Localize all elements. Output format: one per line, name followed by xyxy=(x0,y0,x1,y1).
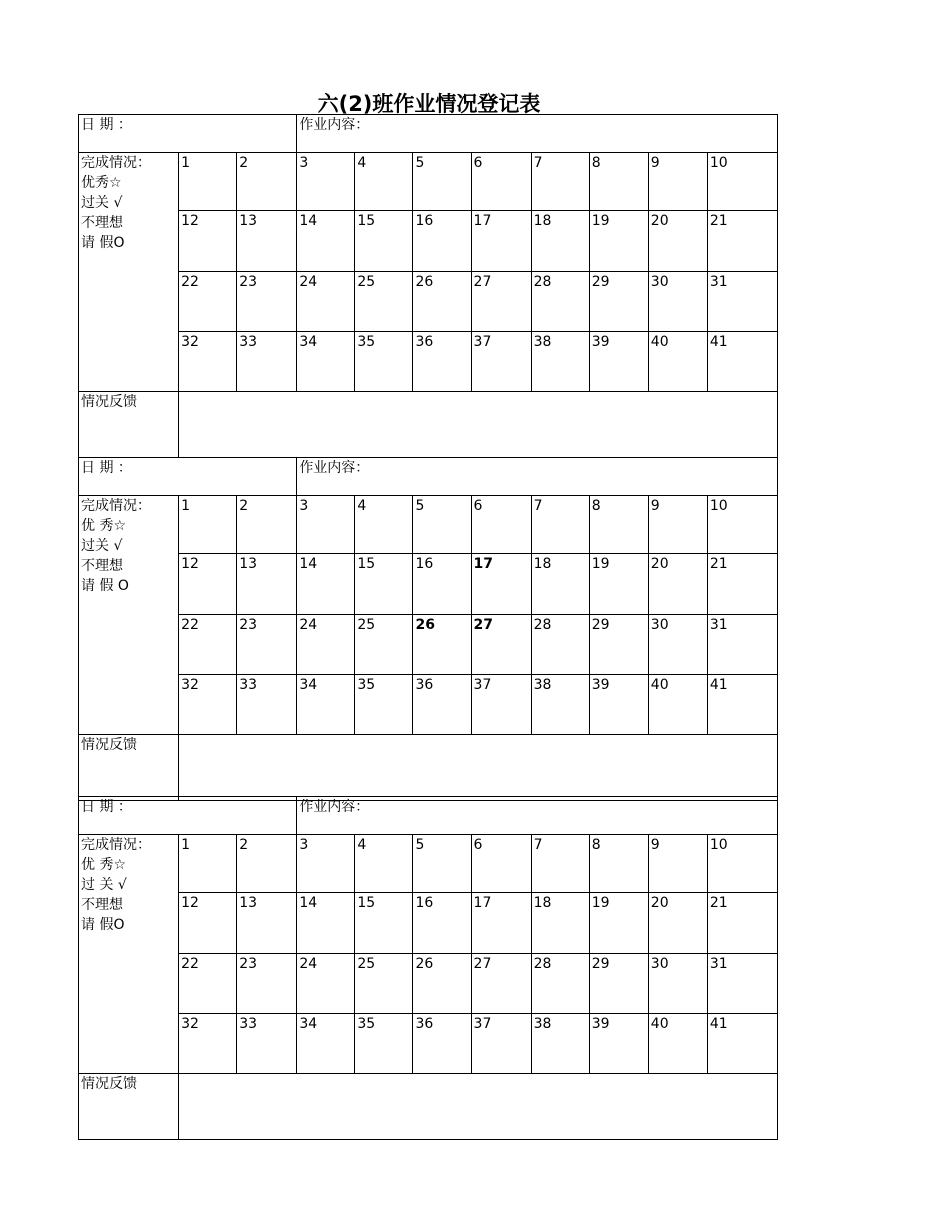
student-cell[interactable]: 13 xyxy=(237,554,297,615)
student-cell[interactable]: 33 xyxy=(237,675,297,735)
student-cell[interactable]: 4 xyxy=(355,153,413,211)
student-cell[interactable]: 17 xyxy=(471,211,531,272)
date-field[interactable]: 日 期 ： xyxy=(79,458,297,496)
student-cell[interactable]: 30 xyxy=(648,954,707,1014)
student-cell[interactable]: 20 xyxy=(648,893,707,954)
student-cell[interactable]: 26 xyxy=(413,272,471,332)
student-cell[interactable]: 10 xyxy=(707,153,777,211)
student-cell[interactable]: 24 xyxy=(297,272,355,332)
student-cell[interactable]: 4 xyxy=(355,496,413,554)
student-cell[interactable]: 40 xyxy=(648,675,707,735)
record-block-2 xyxy=(78,457,778,801)
feedback-field[interactable] xyxy=(179,735,778,801)
student-cell[interactable]: 25 xyxy=(355,272,413,332)
feedback-label: 情况反馈 xyxy=(79,735,179,801)
student-cell[interactable]: 17 xyxy=(471,554,531,615)
student-cell[interactable]: 39 xyxy=(589,1014,648,1074)
student-cell[interactable]: 1 xyxy=(179,496,237,554)
student-cell[interactable]: 18 xyxy=(531,554,589,615)
student-cell[interactable]: 9 xyxy=(648,835,707,893)
student-cell[interactable]: 15 xyxy=(355,211,413,272)
student-cell[interactable]: 36 xyxy=(413,1014,471,1074)
page-title: 六(2)班作业情况登记表 xyxy=(317,92,541,116)
student-cell[interactable]: 2 xyxy=(237,153,297,211)
legend-line: 请 假O xyxy=(81,917,125,933)
student-cell[interactable]: 34 xyxy=(297,1014,355,1074)
student-cell[interactable]: 21 xyxy=(707,554,777,615)
legend-line: 请 假O xyxy=(81,235,125,251)
student-cell[interactable]: 37 xyxy=(471,332,531,392)
student-cell[interactable]: 8 xyxy=(589,153,648,211)
student-cell[interactable]: 28 xyxy=(531,954,589,1014)
student-cell[interactable]: 38 xyxy=(531,332,589,392)
student-cell[interactable]: 34 xyxy=(297,675,355,735)
student-cell[interactable]: 7 xyxy=(531,496,589,554)
student-cell[interactable]: 39 xyxy=(589,332,648,392)
student-cell[interactable]: 7 xyxy=(531,835,589,893)
record-block-3 xyxy=(78,796,778,1140)
student-cell[interactable]: 15 xyxy=(355,893,413,954)
student-cell[interactable]: 29 xyxy=(589,615,648,675)
homework-content-field[interactable]: 作业内容： xyxy=(297,797,778,835)
student-cell[interactable]: 14 xyxy=(297,893,355,954)
student-cell[interactable]: 32 xyxy=(179,675,237,735)
student-cell[interactable]: 27 xyxy=(471,272,531,332)
student-cell[interactable]: 13 xyxy=(237,893,297,954)
student-cell[interactable]: 29 xyxy=(589,954,648,1014)
student-cell[interactable]: 18 xyxy=(531,893,589,954)
record-block-1 xyxy=(78,114,778,458)
student-cell[interactable]: 22 xyxy=(179,272,237,332)
student-cell[interactable]: 3 xyxy=(297,835,355,893)
student-cell[interactable]: 34 xyxy=(297,332,355,392)
student-cell[interactable]: 38 xyxy=(531,675,589,735)
student-cell[interactable]: 16 xyxy=(413,893,471,954)
homework-content-field[interactable]: 作业内容： xyxy=(297,115,778,153)
student-cell[interactable]: 36 xyxy=(413,332,471,392)
student-cell[interactable]: 28 xyxy=(531,272,589,332)
legend-line: 过关 √ xyxy=(81,195,123,211)
student-cell[interactable]: 22 xyxy=(179,615,237,675)
student-cell[interactable]: 24 xyxy=(297,954,355,1014)
student-cell[interactable]: 41 xyxy=(707,675,777,735)
student-cell[interactable]: 3 xyxy=(297,153,355,211)
student-cell[interactable]: 12 xyxy=(179,893,237,954)
student-cell[interactable]: 38 xyxy=(531,1014,589,1074)
legend-line: 完成情况： xyxy=(81,498,151,514)
feedback-field[interactable] xyxy=(179,392,778,458)
student-cell[interactable]: 31 xyxy=(707,615,777,675)
homework-content-field[interactable]: 作业内容： xyxy=(297,458,778,496)
student-cell[interactable]: 8 xyxy=(589,835,648,893)
student-cell[interactable]: 21 xyxy=(707,893,777,954)
student-cell[interactable]: 16 xyxy=(413,554,471,615)
student-cell[interactable]: 35 xyxy=(355,1014,413,1074)
student-cell[interactable]: 21 xyxy=(707,211,777,272)
student-cell[interactable]: 23 xyxy=(237,615,297,675)
student-cell[interactable]: 37 xyxy=(471,1014,531,1074)
student-cell[interactable]: 6 xyxy=(471,153,531,211)
student-cell[interactable]: 28 xyxy=(531,615,589,675)
student-cell[interactable]: 37 xyxy=(471,675,531,735)
student-cell[interactable]: 36 xyxy=(413,675,471,735)
date-field[interactable]: 日 期 ： xyxy=(79,115,297,153)
student-cell[interactable]: 5 xyxy=(413,835,471,893)
student-cell[interactable]: 19 xyxy=(589,554,648,615)
student-cell[interactable]: 17 xyxy=(471,893,531,954)
legend-line: 不理想 xyxy=(81,897,123,913)
student-cell[interactable]: 23 xyxy=(237,954,297,1014)
student-cell[interactable]: 35 xyxy=(355,675,413,735)
legend-line: 请 假 O xyxy=(81,578,129,594)
completion-legend xyxy=(79,835,179,1074)
student-cell[interactable]: 1 xyxy=(179,835,237,893)
student-cell[interactable]: 12 xyxy=(179,554,237,615)
student-cell[interactable]: 22 xyxy=(179,954,237,1014)
student-cell[interactable]: 15 xyxy=(355,554,413,615)
feedback-label: 情况反馈 xyxy=(79,392,179,458)
student-cell[interactable]: 1 xyxy=(179,153,237,211)
student-cell[interactable]: 4 xyxy=(355,835,413,893)
student-cell[interactable]: 39 xyxy=(589,675,648,735)
student-cell[interactable]: 2 xyxy=(237,835,297,893)
student-cell[interactable]: 26 xyxy=(413,615,471,675)
student-cell[interactable]: 23 xyxy=(237,272,297,332)
student-cell[interactable]: 40 xyxy=(648,1014,707,1074)
student-cell[interactable]: 2 xyxy=(237,496,297,554)
student-cell[interactable]: 20 xyxy=(648,554,707,615)
student-cell[interactable]: 5 xyxy=(413,496,471,554)
student-cell[interactable]: 35 xyxy=(355,332,413,392)
legend-line: 不理想 xyxy=(81,215,123,231)
student-cell[interactable]: 41 xyxy=(707,332,777,392)
student-cell[interactable]: 27 xyxy=(471,615,531,675)
student-cell[interactable]: 19 xyxy=(589,893,648,954)
student-cell[interactable]: 27 xyxy=(471,954,531,1014)
student-cell[interactable]: 9 xyxy=(648,496,707,554)
legend-line: 优 秀☆ xyxy=(81,518,127,534)
student-cell[interactable]: 14 xyxy=(297,554,355,615)
completion-legend xyxy=(79,153,179,392)
student-cell[interactable]: 26 xyxy=(413,954,471,1014)
student-cell[interactable]: 6 xyxy=(471,835,531,893)
legend-line: 优秀☆ xyxy=(81,175,122,191)
legend-line: 完成情况： xyxy=(81,837,151,853)
student-cell[interactable]: 10 xyxy=(707,496,777,554)
student-cell[interactable]: 25 xyxy=(355,615,413,675)
student-cell[interactable]: 30 xyxy=(648,615,707,675)
student-cell[interactable]: 31 xyxy=(707,272,777,332)
student-cell[interactable]: 3 xyxy=(297,496,355,554)
student-cell[interactable]: 9 xyxy=(648,153,707,211)
student-cell[interactable]: 33 xyxy=(237,1014,297,1074)
student-cell[interactable]: 12 xyxy=(179,211,237,272)
student-cell[interactable]: 25 xyxy=(355,954,413,1014)
student-cell[interactable]: 16 xyxy=(413,211,471,272)
legend-line: 过 关 √ xyxy=(81,877,127,893)
legend-line: 完成情况： xyxy=(81,155,151,171)
student-cell[interactable]: 32 xyxy=(179,332,237,392)
student-cell[interactable]: 13 xyxy=(237,211,297,272)
student-cell[interactable]: 5 xyxy=(413,153,471,211)
student-cell[interactable]: 10 xyxy=(707,835,777,893)
feedback-label: 情况反馈 xyxy=(79,1074,179,1140)
student-cell[interactable]: 19 xyxy=(589,211,648,272)
student-cell[interactable]: 20 xyxy=(648,211,707,272)
date-field[interactable]: 日 期 ： xyxy=(79,797,297,835)
legend-line: 过关 √ xyxy=(81,538,123,554)
student-cell[interactable]: 33 xyxy=(237,332,297,392)
student-cell[interactable]: 6 xyxy=(471,496,531,554)
completion-legend xyxy=(79,496,179,735)
feedback-field[interactable] xyxy=(179,1074,778,1140)
student-cell[interactable]: 24 xyxy=(297,615,355,675)
student-cell[interactable]: 30 xyxy=(648,272,707,332)
student-cell[interactable]: 7 xyxy=(531,153,589,211)
student-cell[interactable]: 32 xyxy=(179,1014,237,1074)
student-cell[interactable]: 40 xyxy=(648,332,707,392)
legend-line: 不理想 xyxy=(81,558,123,574)
student-cell[interactable]: 18 xyxy=(531,211,589,272)
student-cell[interactable]: 29 xyxy=(589,272,648,332)
student-cell[interactable]: 31 xyxy=(707,954,777,1014)
legend-line: 优 秀☆ xyxy=(81,857,127,873)
student-cell[interactable]: 14 xyxy=(297,211,355,272)
student-cell[interactable]: 8 xyxy=(589,496,648,554)
student-cell[interactable]: 41 xyxy=(707,1014,777,1074)
